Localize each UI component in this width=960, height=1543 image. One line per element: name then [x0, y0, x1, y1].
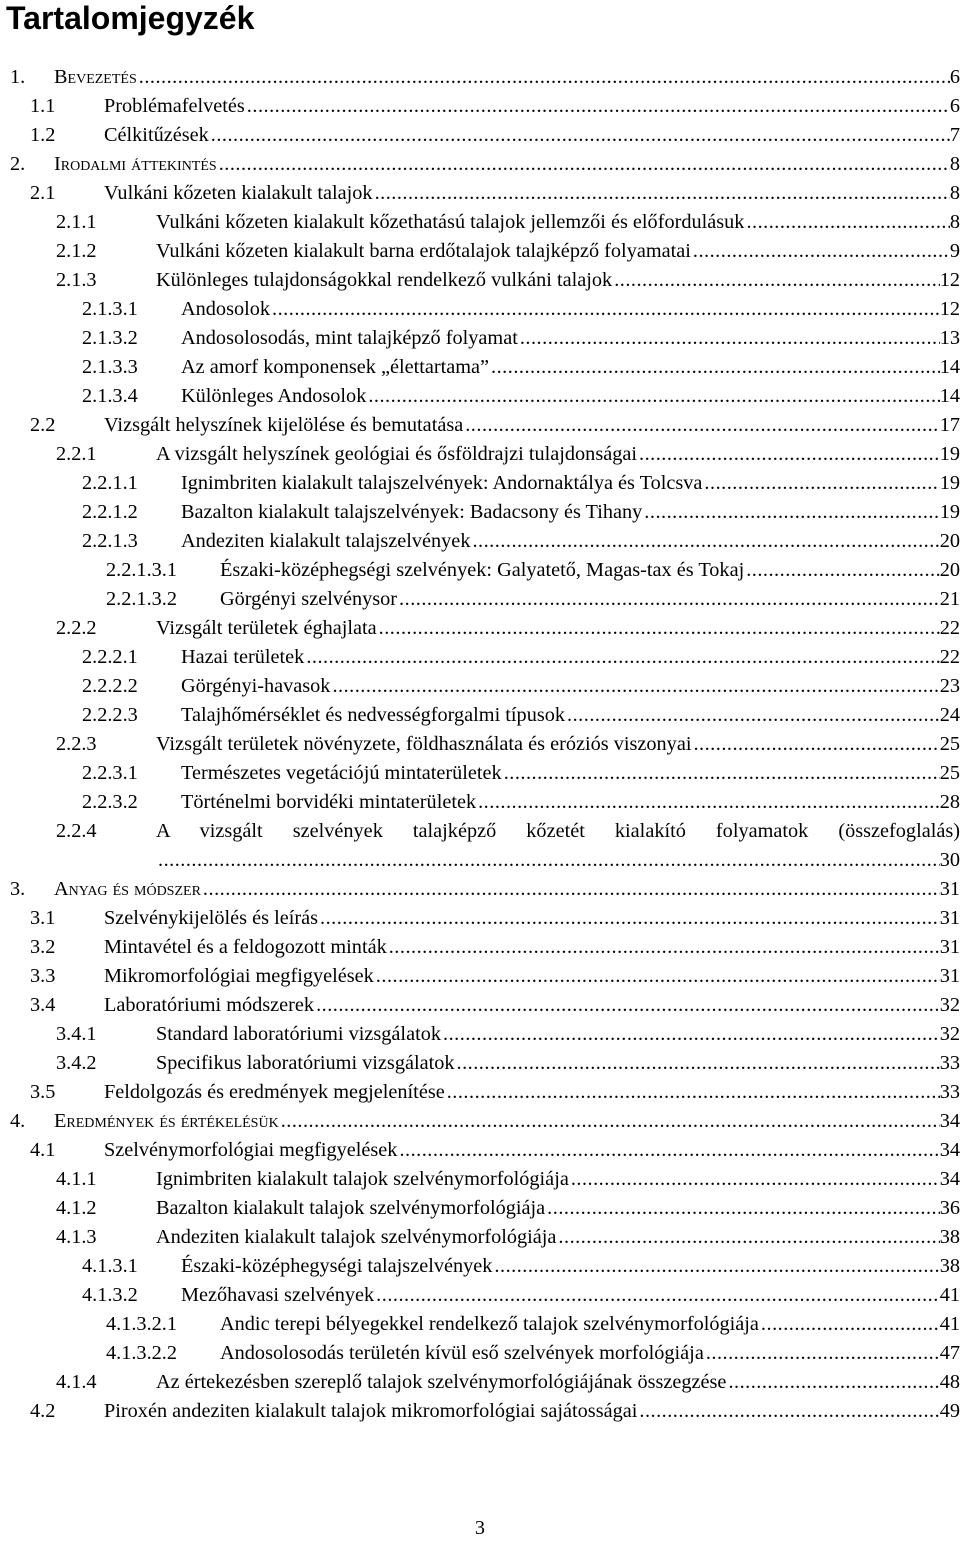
toc-entry-title: A vizsgált szelvények talajképző kőzetét kialakító folyamatok (összefoglalás) — [156, 820, 960, 842]
toc-entry-page: 8 — [949, 182, 960, 204]
toc-entry-title: Célkitűzések — [104, 124, 209, 146]
toc-entry-title: Északi-középhegységi talajszelvények — [181, 1255, 493, 1277]
toc-entry-title: Hazai területek — [181, 646, 305, 668]
toc-entry-title: Piroxén andeziten kialakult talajok mikromorfológiai sajátosságai — [104, 1400, 638, 1422]
toc-entry-number: 2.2.3 — [56, 733, 97, 755]
toc-entry-title: Bazalton kialakult talajok szelvénymorfológiája — [156, 1197, 546, 1219]
toc-entry[interactable] — [0, 382, 960, 411]
toc-entry[interactable] — [0, 730, 960, 759]
toc-entry-title: Talajhőmérséklet és nedvességforgalmi típusok — [181, 704, 566, 726]
toc-entry-continuation[interactable] — [156, 846, 960, 875]
toc-entry-page: 32 — [939, 1023, 960, 1045]
toc-entry-title: A vizsgált helyszínek geológiai és ősföldrajzi tulajdonságai — [156, 443, 637, 465]
toc-leader-dots — [318, 904, 940, 933]
toc-entry-page: 20 — [939, 530, 960, 552]
toc-entry[interactable] — [0, 1194, 960, 1223]
toc-entry-title: Problémafelvetés — [104, 95, 245, 117]
toc-entry[interactable] — [0, 643, 960, 672]
toc-entry-number: 2.1.3.3 — [82, 356, 138, 378]
toc-leader-dots — [612, 266, 940, 295]
toc-leader-dots — [270, 295, 940, 324]
toc-entry[interactable] — [0, 527, 960, 556]
toc-entry-number: 3.4.2 — [56, 1052, 97, 1074]
toc-leader-dots — [314, 991, 940, 1020]
toc-entry-number: 2. — [10, 153, 26, 175]
toc-leader-dots — [217, 150, 950, 179]
toc-leader-dots — [455, 1049, 940, 1078]
toc-entry[interactable] — [0, 672, 960, 701]
toc-entry-number: 2.2.1.3.1 — [106, 559, 177, 581]
toc-entry-title: Vizsgált területek éghajlata — [156, 617, 377, 639]
toc-entry[interactable] — [0, 817, 960, 846]
toc-entry[interactable] — [0, 933, 960, 962]
toc-entry[interactable] — [0, 1107, 960, 1136]
toc-leader-dots — [397, 1136, 939, 1165]
toc-entry-page: 25 — [939, 762, 960, 784]
toc-entry-page: 31 — [939, 936, 960, 958]
toc-entry-page: 38 — [939, 1255, 960, 1277]
toc-entry[interactable] — [0, 962, 960, 991]
toc-entry-number: 4.1.3 — [56, 1226, 97, 1248]
toc-entry-page: 21 — [939, 588, 960, 610]
toc-entry-number: 2.1.3.4 — [82, 385, 138, 407]
toc-leader-dots — [691, 730, 939, 759]
toc-entry[interactable] — [0, 411, 960, 440]
toc-entry-title: Vizsgált területek növényzete, földhasználata és eróziós viszonyai — [156, 733, 692, 755]
toc-entry-number: 2.1.1 — [56, 211, 97, 233]
toc-leader-dots — [245, 92, 950, 121]
toc-entry-title: Bazalton kialakult talajszelvények: Badacsony és Tihany — [181, 501, 643, 523]
toc-entry-title: Andosolok — [181, 298, 271, 320]
toc-entry-page: 41 — [939, 1313, 960, 1335]
toc-entry-title: Vulkáni kőzeten kialakult kőzethatású talajok jellemzői és előfordulásuk — [156, 211, 745, 233]
toc-entry-page: 14 — [939, 356, 960, 378]
toc-entry-page: 38 — [939, 1226, 960, 1248]
toc-entry-title: Az amorf komponensek „élettartama” — [181, 356, 490, 378]
toc-entry-page: 25 — [939, 733, 960, 755]
toc-entry[interactable] — [0, 1339, 960, 1368]
toc-entry-number: 4. — [10, 1110, 26, 1132]
toc-entry[interactable] — [0, 1165, 960, 1194]
toc-entry[interactable] — [0, 266, 960, 295]
toc-entry-number: 2.1.3.1 — [82, 298, 138, 320]
toc-entry-number: 4.2 — [30, 1400, 56, 1422]
toc-entry[interactable] — [0, 237, 960, 266]
toc-entry-page: 48 — [939, 1371, 960, 1393]
toc-entry-page: 31 — [939, 907, 960, 929]
toc-leader-dots — [702, 469, 939, 498]
toc-entry-title: Különleges tulajdonságokkal rendelkező vulkáni talajok — [156, 269, 613, 291]
toc-entry[interactable] — [0, 1252, 960, 1281]
toc-entry[interactable] — [0, 150, 960, 179]
toc-leader-dots — [502, 759, 940, 788]
toc-entry-number: 2.1 — [30, 182, 56, 204]
toc-entry[interactable] — [0, 295, 960, 324]
toc-entry-page: 41 — [939, 1284, 960, 1306]
toc-entry-page: 33 — [939, 1081, 960, 1103]
toc-entry-number: 4.1.2 — [56, 1197, 97, 1219]
toc-entry-title: Mikromorfológiai megfigyelések — [104, 965, 374, 987]
toc-entry[interactable] — [0, 179, 960, 208]
toc-entry-page: 19 — [939, 501, 960, 523]
toc-entry[interactable] — [0, 498, 960, 527]
toc-leader-dots — [489, 353, 940, 382]
toc-leader-dots — [492, 1252, 939, 1281]
toc-entry-title: Laboratóriumi módszerek — [104, 994, 315, 1016]
toc-entry-title: Vizsgált helyszínek kijelölése és bemutatása — [104, 414, 464, 436]
toc-leader-dots — [366, 382, 939, 411]
toc-entry-number: 2.2.2.2 — [82, 675, 138, 697]
toc-leader-dots — [565, 701, 940, 730]
toc-entry-page: 31 — [939, 965, 960, 987]
toc-leader-dots — [445, 1078, 940, 1107]
toc-entry-page: 13 — [939, 327, 960, 349]
toc-leader-dots — [209, 121, 950, 150]
toc-entry-number: 3.1 — [30, 907, 56, 929]
toc-entry[interactable] — [0, 92, 960, 121]
toc-entry-number: 2.2.4 — [56, 820, 97, 842]
toc-entry[interactable] — [0, 904, 960, 933]
toc-entry-page: 17 — [939, 414, 960, 436]
toc-entry[interactable] — [0, 1223, 960, 1252]
toc-entry-title: Bevezetés — [54, 66, 137, 88]
toc-leader-dots — [545, 1194, 940, 1223]
toc-leader-dots — [744, 556, 940, 585]
toc-entry-title: Vulkáni kőzeten kialakult barna erdőtalajok talajképző folyamatai — [156, 240, 691, 262]
toc-leader-dots — [373, 179, 950, 208]
toc-entry[interactable] — [0, 208, 960, 237]
toc-leader-dots — [441, 1020, 940, 1049]
toc-entry-number: 2.2.3.2 — [82, 791, 138, 813]
toc-entry-title: Feldolgozás és eredmények megjelenítése — [104, 1081, 445, 1103]
toc-entry[interactable] — [0, 1020, 960, 1049]
toc-entry[interactable] — [0, 585, 960, 614]
toc-entry[interactable] — [0, 324, 960, 353]
toc-entry-title: Az értekezésben szereplő talajok szelvénymorfológiájának összegzése — [156, 1371, 727, 1393]
toc-entry-number: 1. — [10, 66, 26, 88]
toc-entry-number: 2.1.3 — [56, 269, 97, 291]
toc-entry-page: 12 — [939, 298, 960, 320]
toc-entry-title: Andeziten kialakult talajszelvények — [181, 530, 471, 552]
toc-leader-dots — [279, 1107, 940, 1136]
toc-entry-number: 4.1.4 — [56, 1371, 97, 1393]
toc-entry-number: 3.3 — [30, 965, 56, 987]
toc-entry[interactable] — [0, 556, 960, 585]
toc-leader-dots — [470, 527, 939, 556]
toc-entry-page: 12 — [939, 269, 960, 291]
toc-entry-number: 2.2.1 — [56, 443, 97, 465]
toc-entry[interactable] — [0, 991, 960, 1020]
toc-entry-number: 4.1.3.2 — [82, 1284, 138, 1306]
toc-entry-title: Anyag és módszer — [54, 878, 201, 900]
toc-entry-page: 6 — [949, 66, 960, 88]
toc-entry-number: 2.2.1.3.2 — [106, 588, 177, 610]
toc-entry-title: Vulkáni kőzeten kialakult talajok — [104, 182, 373, 204]
toc-entry-page: 24 — [939, 704, 960, 726]
toc-entry-page: 31 — [939, 878, 960, 900]
toc-entry-number: 3.5 — [30, 1081, 56, 1103]
toc-entry[interactable] — [0, 759, 960, 788]
toc-entry-number: 4.1.3.1 — [82, 1255, 138, 1277]
toc-entry-number: 2.2.1.2 — [82, 501, 138, 523]
toc-entry-title: Szelvénymorfológiai megfigyelések — [104, 1139, 398, 1161]
toc-entry-title: Mezőhavasi szelvények — [181, 1284, 375, 1306]
toc-entry-number: 4.1.3.2.1 — [106, 1313, 177, 1335]
toc-entry[interactable] — [0, 1368, 960, 1397]
toc-leader-dots — [374, 1281, 940, 1310]
toc-entry-title: Andeziten kialakult talajok szelvénymorfológiája — [156, 1226, 557, 1248]
toc-entry-title: Andosolosodás, mint talajképző folyamat — [181, 327, 518, 349]
toc-entry-number: 3. — [10, 878, 26, 900]
toc-entry-number: 2.2.3.1 — [82, 762, 138, 784]
toc-entry-number: 2.2.2.1 — [82, 646, 138, 668]
toc-entry-title: Görgényi-havasok — [181, 675, 331, 697]
toc-entry-page: 36 — [939, 1197, 960, 1219]
toc-entry-page: 9 — [949, 240, 960, 262]
toc-entry-page: 7 — [949, 124, 960, 146]
toc-entry[interactable] — [0, 63, 960, 92]
page-number: 3 — [474, 1517, 486, 1539]
toc-leader-dots — [201, 875, 940, 904]
toc-entry-page: 30 — [939, 849, 960, 871]
toc-entry[interactable] — [0, 1136, 960, 1165]
toc-entry[interactable] — [0, 788, 960, 817]
toc-entry-page: 32 — [939, 994, 960, 1016]
toc-entry-title: Standard laboratóriumi vizsgálatok — [156, 1023, 441, 1045]
toc-entry-page: 22 — [939, 646, 960, 668]
toc-entry-number: 4.1.3.2.2 — [106, 1342, 177, 1364]
toc-entry-title: Ignimbriten kialakult talajok szelvénymorfológiája — [156, 1168, 569, 1190]
toc-leader-dots — [569, 1165, 940, 1194]
toc-entry[interactable] — [0, 440, 960, 469]
toc-entry-title: Eredmények és értékelésük — [54, 1110, 279, 1132]
toc-leader-dots — [759, 1310, 940, 1339]
toc-leader-dots — [304, 643, 939, 672]
toc-entry-page: 23 — [939, 675, 960, 697]
toc-entry-title: Specifikus laboratóriumi vizsgálatok — [156, 1052, 455, 1074]
toc-entry-number: 2.2.2.3 — [82, 704, 138, 726]
toc-entry[interactable] — [0, 1310, 960, 1339]
toc-entry-title: Szelvénykijelölés és leírás — [104, 907, 319, 929]
toc-entry-page: 33 — [939, 1052, 960, 1074]
toc-leader-dots — [476, 788, 940, 817]
toc-leader-dots — [377, 614, 940, 643]
toc-entry[interactable] — [0, 1281, 960, 1310]
toc-leader-dots — [463, 411, 939, 440]
toc-entry[interactable] — [0, 701, 960, 730]
toc-leader-dots — [637, 440, 940, 469]
toc-entry-page: 20 — [939, 559, 960, 581]
toc-entry[interactable] — [0, 353, 960, 382]
toc-entry-number: 3.4.1 — [56, 1023, 97, 1045]
toc-entry[interactable] — [0, 1078, 960, 1107]
toc-leader-dots — [556, 1223, 939, 1252]
toc-entry-title: Andosolosodás területén kívül eső szelvények morfológiája — [220, 1342, 704, 1364]
toc-entry-title: Mintavétel és a feldogozott minták — [104, 936, 387, 958]
toc-entry-title: Irodalmi áttekintés — [54, 153, 217, 175]
toc-entry-page: 34 — [939, 1139, 960, 1161]
toc-entry-title: Különleges Andosolok — [181, 385, 367, 407]
toc-leader-dots — [137, 63, 950, 92]
toc-leader-dots — [518, 324, 940, 353]
toc-entry[interactable] — [0, 121, 960, 150]
toc-leader-dots — [637, 1397, 939, 1426]
toc-entry-title: Görgényi szelvénysor — [220, 588, 398, 610]
toc-entry[interactable] — [0, 1397, 960, 1426]
toc-leader-dots — [726, 1368, 939, 1397]
toc-leader-dots — [691, 237, 950, 266]
toc-entry-number: 2.1.3.2 — [82, 327, 138, 349]
toc-entry-number: 2.2 — [30, 414, 56, 436]
toc-entry-page: 8 — [949, 211, 960, 233]
toc-leader-dots — [704, 1339, 940, 1368]
toc-entry-page: 6 — [949, 95, 960, 117]
toc-entry-page: 28 — [939, 791, 960, 813]
toc-leader-dots — [374, 962, 940, 991]
toc-entry-title: Történelmi borvidéki mintaterületek — [181, 791, 477, 813]
toc-entry[interactable] — [0, 1049, 960, 1078]
toc-entry-number: 2.2.1.1 — [82, 472, 138, 494]
toc-entry-page: 34 — [939, 1168, 960, 1190]
toc-leader-dots — [387, 933, 940, 962]
toc-entry-page: 49 — [939, 1400, 960, 1422]
toc-leader-dots — [397, 585, 940, 614]
toc-entry-page: 19 — [939, 472, 960, 494]
toc-entry-page: 8 — [949, 153, 960, 175]
toc-heading: Tartalomjegyzék — [6, 0, 255, 36]
toc-entry[interactable] — [0, 469, 960, 498]
toc-entry-number: 1.2 — [30, 124, 56, 146]
toc-entry-number: 4.1 — [30, 1139, 56, 1161]
toc-entry-number: 2.2.2 — [56, 617, 97, 639]
toc-entry-title: Andic terepi bélyegekkel rendelkező talajok szelvénymorfológiája — [220, 1313, 759, 1335]
toc-leader-dots — [156, 846, 940, 875]
toc-entry-number: 2.2.1.3 — [82, 530, 138, 552]
toc-entry-page: 34 — [939, 1110, 960, 1132]
toc-entry-title: Északi-középhegségi szelvények: Galyatető, Magas-tax és Tokaj — [220, 559, 745, 581]
toc-entry-page: 47 — [939, 1342, 960, 1364]
toc-entry[interactable] — [0, 614, 960, 643]
toc-leader-dots — [642, 498, 939, 527]
toc-entry-page: 19 — [939, 443, 960, 465]
toc-entry-number: 1.1 — [30, 95, 56, 117]
toc-entry-number: 4.1.1 — [56, 1168, 97, 1190]
toc-leader-dots — [330, 672, 939, 701]
toc-entry-title: Természetes vegetációjú mintaterületek — [181, 762, 502, 784]
toc-entry-page: 14 — [939, 385, 960, 407]
toc-entry[interactable] — [0, 875, 960, 904]
toc-entry-number: 2.1.2 — [56, 240, 97, 262]
toc-entry-number: 3.2 — [30, 936, 56, 958]
toc-leader-dots — [744, 208, 949, 237]
toc-entry-page: 22 — [939, 617, 960, 639]
toc-entry-number: 3.4 — [30, 994, 56, 1016]
toc-entry-title: Ignimbriten kialakult talajszelvények: Andornaktálya és Tolcsva — [181, 472, 703, 494]
